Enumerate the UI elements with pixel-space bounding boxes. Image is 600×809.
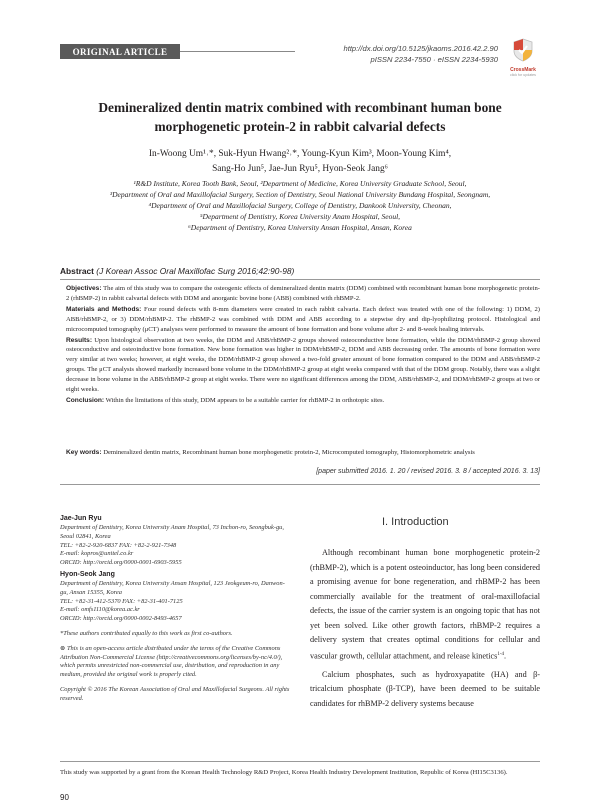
address-line: Department of Dentistry, Korea University Anam Hospital, 73 Inchon-ro, Seongbuk-gu, Seoul 02841, Korea [60,524,284,540]
corresponding-author-name: Hyon-Seok Jang [60,570,115,578]
abstract-conclusion [66,396,540,406]
phone-line: TEL: +82-31-412-5370 FAX: +82-31-401-7125 [60,597,183,605]
keywords-label: Key words: [66,449,102,456]
section-label: Results: [66,336,93,344]
crossmark-sublabel: click for updates [510,73,536,77]
section-label: Materials and Methods: [66,305,142,313]
email-line[interactable]: E-mail: kopros@unitel.co.kr [60,550,134,558]
affiliation-line: ¹R&D Institute, Korea Tooth Bank, Seoul, ²Department of Medicine, Korea University Graduate School, Seoul, [133,179,467,188]
corresponding-author-name: Jae-Jun Ryu [60,515,102,522]
email-line[interactable]: E-mail: omfs1110@korea.ac.kr [60,606,140,614]
badge-divider [180,51,295,52]
abstract-end-rule [60,484,540,485]
paragraph: Calcium phosphates, such as hydroxyapatite (HA) and β-tricalcium phosphate (β-TCP), have been deemed to be suitable candidates for rhBMP-2 delivery systems because [310,669,540,708]
doi-block [343,43,498,65]
issn-text: pISSN 2234-7550 · eISSN 2234-5930 [370,55,498,64]
paper-title: Demineralized dentin matrix combined with recombinant human bone morphogenetic protein-2 in rabbit calvarial defects [98,100,502,134]
introduction-body [310,546,540,715]
abstract-results [66,336,540,395]
page-number: 90 [60,793,69,802]
orcid-line[interactable]: ORCID: http://orcid.org/0000-0002-8493-4657 [60,615,182,623]
paragraph-text: Although recombinant human bone morphogenetic protein-2 (rhBMP-2), which is a potent osteoinductor, has long been considered a promising avenue for bone regeneration, and rhBMP-2 has been commercially available for the treatment of oral-maxillofacial defects, the issue of the carrier system is an ongoing topic that has not yet been solved. Like other growth factors, rhBMP-2 requires a delivery system that creates optimal conditions for cellular and vascular growth, cellular attachment, and release kinetics [310,548,540,661]
section-label: Objectives: [66,285,102,292]
phone-line: TEL: +82-2-920-6837 FAX: +82-2-921-7348 [60,541,177,549]
affiliations [60,178,540,233]
section-text: The aim of this study was to compare the osteogenic effects of demineralized dentin matrix (DDM) combined with recombinant human bone morphogenetic protein-2 (rhBMP-2) in rabbit calvarial defects with DDM and anorganic bovine bone (ABB) combined with rhBMP-2. [66,285,540,302]
abstract-body [66,284,540,407]
keywords [66,448,540,458]
reference-mark[interactable]: 1-4 [497,651,504,657]
abstract-heading [60,266,294,276]
doi-link[interactable]: http://dx.doi.org/10.5125/jkaoms.2016.42.2.90 [343,44,498,53]
crossmark-badge[interactable] [504,38,542,78]
introduction-heading: I. Introduction [382,516,449,528]
crossmark-label: CrossMark [510,67,536,73]
license-text: This is an open-access article distributed under the terms of the Creative Commons Attribution Non-Commercial License (http://creativecommons.org/licenses/by-nc/4.0/), which permits unrestricted non-commercial use, distribution, and reproduction in any medium, provided the original work is properly cited. [60,644,283,679]
abstract-rule [60,279,540,280]
crossmark-icon [512,38,534,62]
abstract-objectives [66,284,540,304]
keywords-text: Demineralized dentin matrix, Recombinant human bone morphogenetic protein-2, Microcomputed tomography, Histomorphometric analysis [101,449,475,456]
footnote-rule [60,761,540,762]
funding-footnote: This study was supported by a grant from the Korean Health Technology R&D Project, Korea Health Industry Development Institution, Republic of Korea (HI15C3136). [60,769,508,776]
submission-dates: [paper submitted 2016. 1. 20 / revised 2016. 3. 8 / accepted 2016. 3. 13] [316,468,540,475]
journal-citation: (J Korean Assoc Oral Maxillofac Surg 2016;42:90-98) [93,266,295,276]
license-note [60,645,290,680]
section-text: Upon histological observation at two weeks, the DDM and ABB/rhBMP-2 groups showed osteoconductive bone formation, while the DDM/rhBMP-2 group showed osteoconductive and osteoinductive bone formation. New bone formation was higher in DDM/rhBMP-2, DDM and ABB decreasing order. The amounts of bone formation were very similar at two weeks; however, at eight weeks, the DDM/rhBMP-2 group showed a two-fold greater amount of bone formation compared to the DDM and ABB/rhBMP-2 groups. The μCT analysis showed markedly increased bone volume in the DDM/rhBMP-2 group at eight weeks compared with that of the DDM group. Notably, there was a slight decrease in bone volume in the ABB/rhBMP-2 group at eight weeks. There were no significant differences among the DDM, ABB/rhBMP-2, and DDM/rhBMP-2 groups at two or eight weeks. [66,336,540,394]
paragraph: Although recombinant human bone morphogenetic protein-2 (rhBMP-2), which is a potent osteoinductor, has long been considered a promising avenue for bone regeneration, and rhBMP-2 has been commercially available for the treatment of oral-maxillofacial defects, the issue of the carrier system is an ongoing topic that has not yet been solved. Like other growth factors, rhBMP-2 requires a delivery system that creates optimal conditions for cellular and vascular growth, cellular attachment, and release kinetics$^{1-4}$. [310,548,540,661]
open-access-icon: ⊜ [60,644,67,652]
abstract-methods [66,305,540,335]
copyright-note: Copyright © 2016 The Korean Association of Oral and Maxillofacial Surgeons. All rights reserved. [60,685,290,702]
article-type-badge: ORIGINAL ARTICLE [60,44,180,59]
equal-contribution-note: *These authors contributed equally to this work as first co-authors. [60,629,233,637]
affiliation-line: ³Department of Oral and Maxillofacial Surgery, Section of Dentistry, Seoul National University Bundang Hospital, Seongnam, [109,190,491,199]
author-list [60,147,540,177]
author-line: Sang-Ho Jun⁵, Jae-Jun Ryu⁵, Hyon-Seok Jang⁶ [212,164,388,174]
affiliation-line: ⁴Department of Oral and Maxillofacial Surgery, College of Dentistry, Dankook University, Cheonan, [148,201,452,210]
affiliation-line: ⁶Department of Dentistry, Korea University Ansan Hospital, Ansan, Korea [188,223,412,232]
affiliation-line: ⁵Department of Dentistry, Korea University Anam Hospital, Seoul, [199,212,401,221]
section-text: Within the limitations of this study, DDM appears to be a suitable carrier for rhBMP-2 in orthotopic sites. [104,396,385,404]
section-label: Conclusion: [66,396,105,404]
orcid-line[interactable]: ORCID: http://orcid.org/0000-0001-6903-5955 [60,559,182,567]
abstract-label: Abstract [60,266,94,276]
author-line: In-Woong Um¹˒*, Suk-Hyun Hwang²˒*, Young-Kyun Kim³, Moon-Young Kim⁴, [148,149,452,159]
address-line: Department of Dentistry, Korea University Ansan Hospital, 123 Jeokgeum-ro, Danwon-gu, Ansan 15355, Korea [60,579,285,596]
correspondence-block [60,514,290,704]
section-text: Four round defects with 8-mm diameters were created in each rabbit calvaria. Each defect was treated with one of the following: 1) DDM, 2) ABB/rhBMP-2, or 3) DDM/rhBMP-2. The rhBMP-2 was combined with DDM and ABB according to a stepwise dry and dip-lyophilizing protocol. Histological and microcomputed tomography (μCT) analyses were performed to measure the amount of bone formation and bone volume after 2- and 8-week healing intervals. [66,305,540,333]
